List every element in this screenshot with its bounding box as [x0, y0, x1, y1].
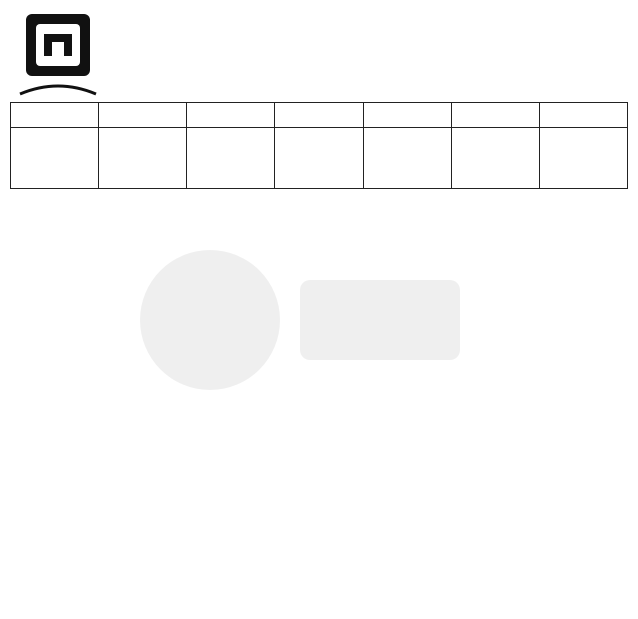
clause-line: [10, 277, 628, 292]
clause-line: [10, 229, 628, 244]
table-cell: [539, 128, 627, 189]
table-cell: [187, 128, 275, 189]
table-cell: [451, 128, 539, 189]
table-row: [11, 128, 628, 189]
table-header-cell: [539, 103, 627, 128]
clause-line: [10, 357, 628, 372]
table-header-cell: [275, 103, 363, 128]
table-cell: [275, 128, 363, 189]
clause-line: [10, 485, 628, 500]
table-header-cell: [187, 103, 275, 128]
table-header-cell: [363, 103, 451, 128]
clause-line: [10, 373, 628, 388]
organization-logo: [12, 8, 104, 112]
clause-line: [10, 421, 628, 436]
clause-line: [10, 389, 628, 404]
table-cell: [11, 128, 99, 189]
clause-line: [10, 405, 628, 420]
clause-line: [10, 437, 628, 452]
table-cell: [363, 128, 451, 189]
clauses-list: [10, 197, 628, 500]
clause-line: [10, 325, 628, 340]
clause-line: [10, 453, 628, 468]
table-header-cell: [99, 103, 187, 128]
clause-line: [10, 197, 628, 212]
footer-signature: [10, 593, 628, 609]
notice-intro: [118, 40, 628, 92]
clause-line: [10, 469, 628, 484]
table-cell: [99, 128, 187, 189]
tender-table-body: [11, 128, 628, 189]
clause-line: [10, 245, 628, 260]
clause-line: [10, 341, 628, 356]
table-header-cell: [451, 103, 539, 128]
tender-table: [10, 102, 628, 189]
clause-line: [10, 213, 628, 228]
clause-line: [10, 261, 628, 276]
clause-line: [10, 309, 628, 324]
clause-line: [10, 293, 628, 308]
